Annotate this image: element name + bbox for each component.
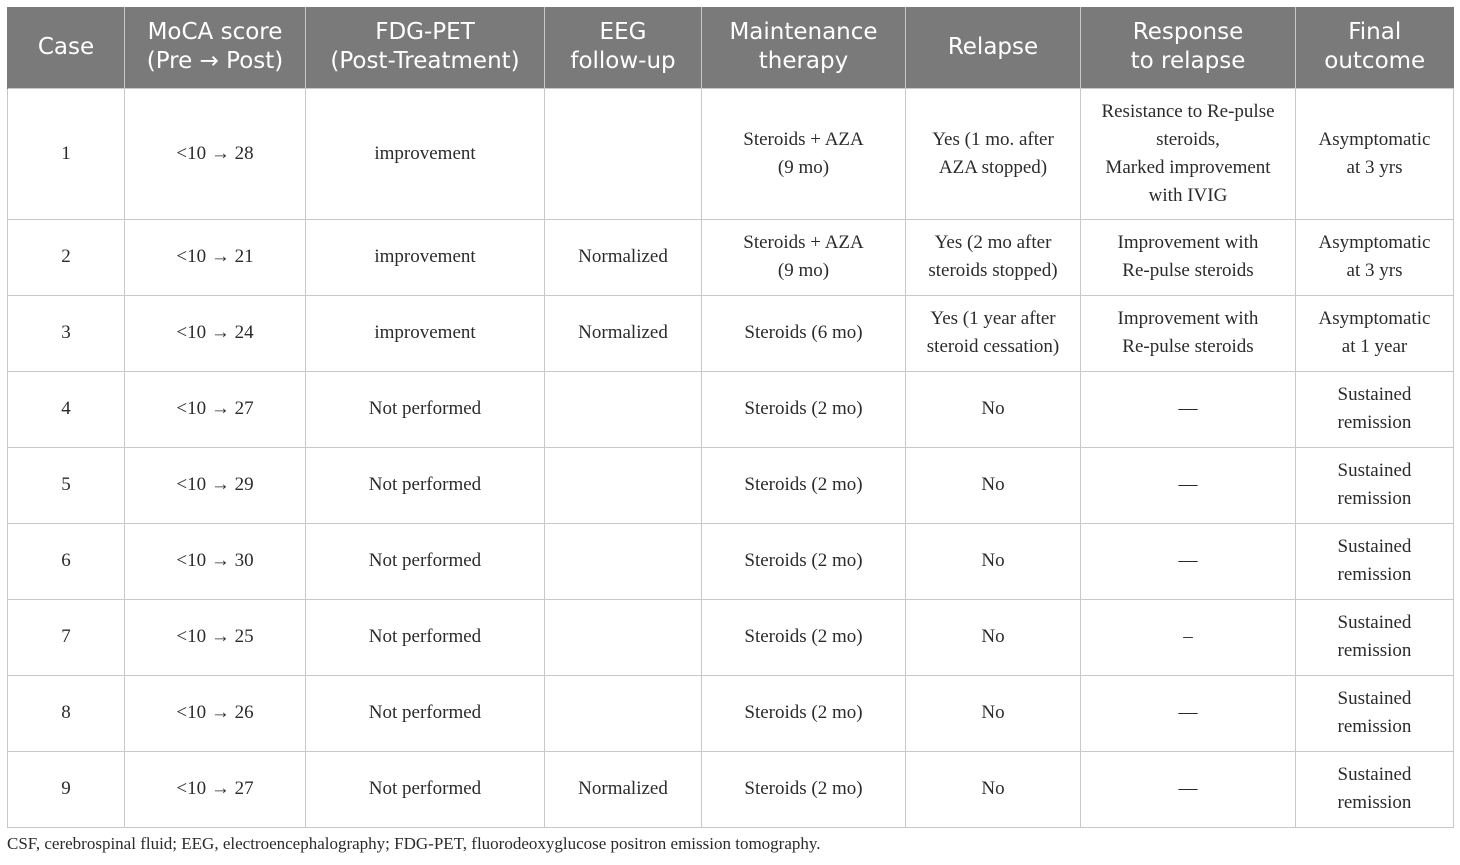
table-row (8, 371, 1454, 447)
cell-response-to-relapse: Resistance to Re-pulse steroids, Marked improvement with IVIG (1081, 88, 1296, 219)
cell-case: 6 (8, 523, 125, 599)
cell-fdg-pet: Not performed (306, 675, 545, 751)
cell-maintenance-therapy: Steroids (6 mo) (702, 295, 906, 371)
cell-moca-score: <10 → 21 (125, 219, 306, 295)
cell-fdg-pet: Not performed (306, 599, 545, 675)
table-row (8, 751, 1454, 827)
cell-response-to-relapse: – (1081, 599, 1296, 675)
table-row (8, 599, 1454, 675)
cell-response-to-relapse: Improvement with Re-pulse steroids (1081, 295, 1296, 371)
cell-moca-score: <10 → 25 (125, 599, 306, 675)
cell-final-outcome: Sustained remission (1296, 447, 1454, 523)
cell-response-to-relapse: Improvement with Re-pulse steroids (1081, 219, 1296, 295)
cell-moca-score: <10 → 27 (125, 751, 306, 827)
cell-eeg-follow-up (545, 447, 702, 523)
header-row (8, 7, 1454, 88)
cell-moca-score: <10 → 27 (125, 371, 306, 447)
header-fdg-pet: FDG-PET (Post-Treatment) (306, 7, 545, 88)
cell-maintenance-therapy: Steroids (2 mo) (702, 371, 906, 447)
cell-relapse: No (906, 751, 1081, 827)
cell-maintenance-therapy: Steroids (2 mo) (702, 751, 906, 827)
cell-relapse: No (906, 447, 1081, 523)
cell-eeg-follow-up: Normalized (545, 219, 702, 295)
cell-final-outcome: Sustained remission (1296, 371, 1454, 447)
cell-moca-score: <10 → 24 (125, 295, 306, 371)
table-row (8, 447, 1454, 523)
cell-final-outcome: Asymptomatic at 3 yrs (1296, 88, 1454, 219)
cell-case: 1 (8, 88, 125, 219)
table-row (8, 675, 1454, 751)
cell-fdg-pet: improvement (306, 219, 545, 295)
cell-relapse: Yes (1 mo. after AZA stopped) (906, 88, 1081, 219)
cell-response-to-relapse: — (1081, 523, 1296, 599)
cell-case: 8 (8, 675, 125, 751)
cell-case: 2 (8, 219, 125, 295)
table-footnote: CSF, cerebrospinal fluid; EEG, electroencephalography; FDG-PET, fluorodeoxyglucose positron emission tomography. (7, 834, 821, 853)
cell-fdg-pet: Not performed (306, 751, 545, 827)
cell-eeg-follow-up: Normalized (545, 295, 702, 371)
cell-maintenance-therapy: Steroids + AZA (9 mo) (702, 88, 906, 219)
cell-relapse: Yes (2 mo after steroids stopped) (906, 219, 1081, 295)
header-relapse: Relapse (906, 7, 1081, 88)
cell-final-outcome: Sustained remission (1296, 523, 1454, 599)
cell-relapse: No (906, 371, 1081, 447)
cell-fdg-pet: Not performed (306, 447, 545, 523)
cell-case: 4 (8, 371, 125, 447)
cell-response-to-relapse: — (1081, 675, 1296, 751)
header-maintenance-therapy: Maintenance therapy (702, 7, 906, 88)
cell-eeg-follow-up (545, 523, 702, 599)
cell-maintenance-therapy: Steroids (2 mo) (702, 523, 906, 599)
cell-relapse: Yes (1 year after steroid cessation) (906, 295, 1081, 371)
header-final-outcome: Final outcome (1296, 7, 1454, 88)
cell-eeg-follow-up (545, 599, 702, 675)
cell-response-to-relapse: — (1081, 751, 1296, 827)
cell-relapse: No (906, 599, 1081, 675)
cell-fdg-pet: improvement (306, 295, 545, 371)
header-eeg-follow-up: EEG follow-up (545, 7, 702, 88)
cell-moca-score: <10 → 30 (125, 523, 306, 599)
table-container (7, 7, 1453, 828)
cell-final-outcome: Asymptomatic at 1 year (1296, 295, 1454, 371)
results-table (7, 7, 1454, 828)
cell-final-outcome: Asymptomatic at 3 yrs (1296, 219, 1454, 295)
header-moca-score: MoCA score (Pre → Post) (125, 7, 306, 88)
cell-eeg-follow-up (545, 371, 702, 447)
cell-moca-score: <10 → 28 (125, 88, 306, 219)
cell-final-outcome: Sustained remission (1296, 599, 1454, 675)
cell-case: 9 (8, 751, 125, 827)
table-body (8, 88, 1454, 827)
cell-final-outcome: Sustained remission (1296, 675, 1454, 751)
cell-response-to-relapse: — (1081, 447, 1296, 523)
table-row (8, 219, 1454, 295)
cell-response-to-relapse: — (1081, 371, 1296, 447)
cell-case: 7 (8, 599, 125, 675)
cell-case: 5 (8, 447, 125, 523)
cell-moca-score: <10 → 29 (125, 447, 306, 523)
cell-maintenance-therapy: Steroids (2 mo) (702, 447, 906, 523)
table-row (8, 523, 1454, 599)
cell-case: 3 (8, 295, 125, 371)
cell-maintenance-therapy: Steroids + AZA (9 mo) (702, 219, 906, 295)
cell-maintenance-therapy: Steroids (2 mo) (702, 599, 906, 675)
header-response-to-relapse: Response to relapse (1081, 7, 1296, 88)
cell-maintenance-therapy: Steroids (2 mo) (702, 675, 906, 751)
cell-eeg-follow-up (545, 88, 702, 219)
cell-eeg-follow-up (545, 675, 702, 751)
cell-relapse: No (906, 523, 1081, 599)
cell-fdg-pet: improvement (306, 88, 545, 219)
cell-moca-score: <10 → 26 (125, 675, 306, 751)
cell-eeg-follow-up: Normalized (545, 751, 702, 827)
table-row (8, 88, 1454, 219)
cell-fdg-pet: Not performed (306, 371, 545, 447)
table-row (8, 295, 1454, 371)
table-header (8, 7, 1454, 88)
cell-fdg-pet: Not performed (306, 523, 545, 599)
header-case: Case (8, 7, 125, 88)
cell-final-outcome: Sustained remission (1296, 751, 1454, 827)
cell-relapse: No (906, 675, 1081, 751)
